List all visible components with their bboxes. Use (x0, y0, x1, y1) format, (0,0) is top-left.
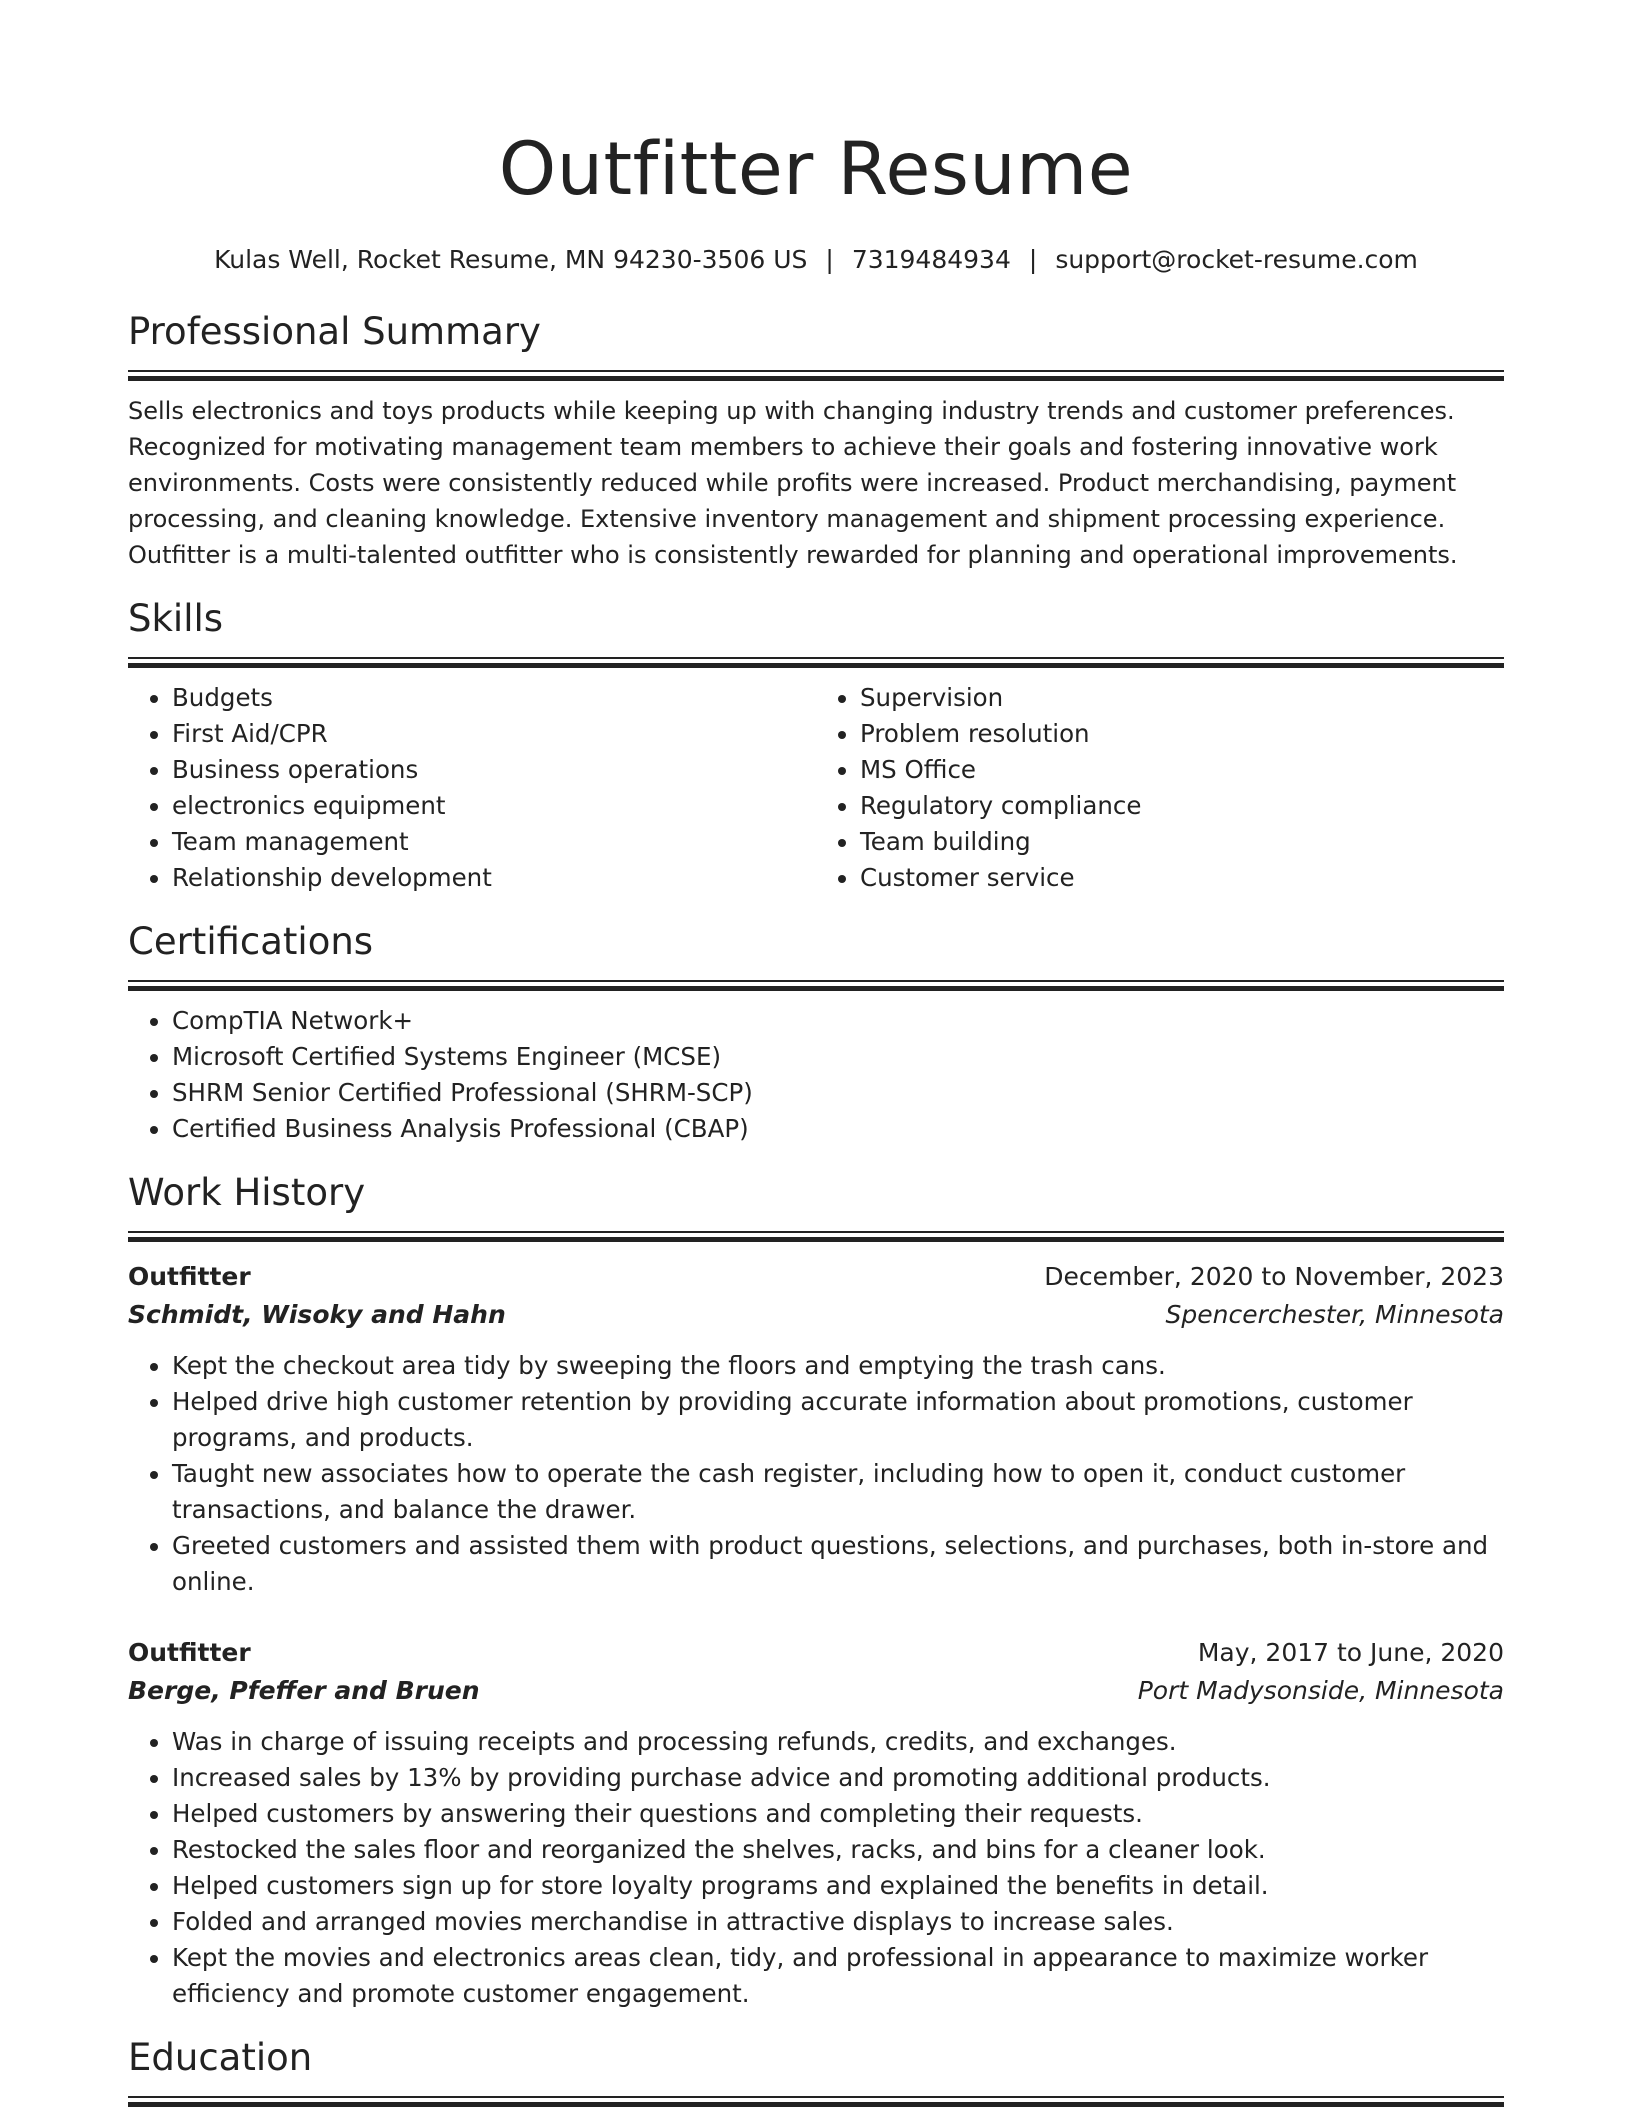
job-duty: • Taught new associates how to operate the cash register, including how to open it, conduct customer transactions, and balance the drawer. (172, 1456, 1504, 1528)
job-location: Spencerchester, Minnesota (1165, 1300, 1504, 1329)
job-duties (128, 1348, 1504, 1600)
contact-email: support@rocket-resume.com (1055, 245, 1418, 274)
job-duty: • Increased sales by 13% by providing purchase advice and promoting additional products. (172, 1760, 1504, 1796)
skill-item: • Problem resolution (860, 716, 1504, 752)
job-duty: • Helped customers by answering their questions and completing their requests. (172, 1796, 1504, 1832)
skills-list-left (128, 680, 816, 896)
job-entry (128, 1258, 1504, 1600)
job-subheader (128, 1296, 1504, 1334)
resume-title: Outfitter Resume (498, 127, 1134, 212)
section-divider (128, 980, 1504, 991)
certification-item: • CompTIA Network+ (172, 1003, 1504, 1039)
contact-separator: | (1028, 245, 1038, 274)
job-duty: • Kept the movies and electronics areas clean, tidy, and professional in appearance to maximize worker efficiency and promote customer engagement. (172, 1940, 1504, 2012)
job-dates: May, 2017 to June, 2020 (1197, 1638, 1504, 1667)
skill-item: • Budgets (172, 680, 816, 716)
certification-item: • Certified Business Analysis Professional (CBAP) (172, 1111, 1504, 1147)
certification-item: • Microsoft Certified Systems Engineer (MCSE) (172, 1039, 1504, 1075)
contact-line (128, 242, 1504, 278)
skill-item: • Customer service (860, 860, 1504, 896)
work-history-section (128, 1167, 1504, 2012)
job-location: Port Madysonside, Minnesota (1137, 1676, 1504, 1705)
section-divider (128, 1231, 1504, 1242)
summary-section (128, 306, 1504, 573)
job-title: Outfitter (128, 1638, 251, 1667)
job-company: Schmidt, Wisoky and Hahn (128, 1300, 506, 1329)
job-company: Berge, Pfeffer and Bruen (128, 1676, 480, 1705)
job-header (128, 1634, 1504, 1672)
contact-phone: 7319484934 (851, 245, 1011, 274)
section-divider (128, 657, 1504, 668)
job-header (128, 1258, 1504, 1296)
job-duty: • Helped drive high customer retention by providing accurate information about promotions, customer programs, and products. (172, 1384, 1504, 1456)
job-duties (128, 1724, 1504, 2012)
skill-item: • Supervision (860, 680, 1504, 716)
skill-item: • Regulatory compliance (860, 788, 1504, 824)
education-heading: Education (128, 2036, 313, 2079)
work-history-heading: Work History (128, 1171, 366, 1214)
job-duty: • Restocked the sales floor and reorganized the shelves, racks, and bins for a cleaner look. (172, 1832, 1504, 1868)
certifications-section (128, 916, 1504, 1147)
certifications-heading: Certifications (128, 920, 374, 963)
skill-item: • Team management (172, 824, 816, 860)
skills-list-right (816, 680, 1504, 896)
skills-grid (128, 668, 1504, 896)
skill-item: • Business operations (172, 752, 816, 788)
job-duty: • Was in charge of issuing receipts and processing refunds, credits, and exchanges. (172, 1724, 1504, 1760)
skills-heading: Skills (128, 597, 224, 640)
certification-item: • SHRM Senior Certified Professional (SHRM-SCP) (172, 1075, 1504, 1111)
summary-heading: Professional Summary (128, 310, 541, 353)
job-duty: • Helped customers sign up for store loyalty programs and explained the benefits in detail. (172, 1868, 1504, 1904)
contact-address: Kulas Well, Rocket Resume, MN 94230-3506 US (214, 245, 808, 274)
summary-text: Sells electronics and toys products while keeping up with changing industry trends and customer preferences. Recognized for motivating management team members to achieve their goals and fostering innovative work environments. Costs were consistently reduced while profits were increased. Product merchandising, payment processing, and cleaning knowledge. Extensive inventory management and shipment processing experience. Outfitter is a multi-talented outfitter who is consistently rewarded for planning and operational improvements. (128, 397, 1458, 569)
job-duty: • Greeted customers and assisted them with product questions, selections, and purchases, both in-store and online. (172, 1528, 1504, 1600)
job-title: Outfitter (128, 1262, 251, 1291)
job-entry (128, 1634, 1504, 2012)
job-dates: December, 2020 to November, 2023 (1044, 1262, 1504, 1291)
contact-separator: | (825, 245, 834, 274)
certifications-list (128, 1003, 1504, 1147)
skill-item: • MS Office (860, 752, 1504, 788)
job-subheader (128, 1672, 1504, 1710)
education-section (128, 2032, 1504, 2107)
section-divider (128, 2096, 1504, 2107)
job-duty: • Kept the checkout area tidy by sweeping the floors and emptying the trash cans. (172, 1348, 1504, 1384)
skill-item: • electronics equipment (172, 788, 816, 824)
skill-item: • Team building (860, 824, 1504, 860)
job-duty: • Folded and arranged movies merchandise in attractive displays to increase sales. (172, 1904, 1504, 1940)
skills-section (128, 593, 1504, 896)
skill-item: • Relationship development (172, 860, 816, 896)
section-divider (128, 370, 1504, 381)
skill-item: • First Aid/CPR (172, 716, 816, 752)
